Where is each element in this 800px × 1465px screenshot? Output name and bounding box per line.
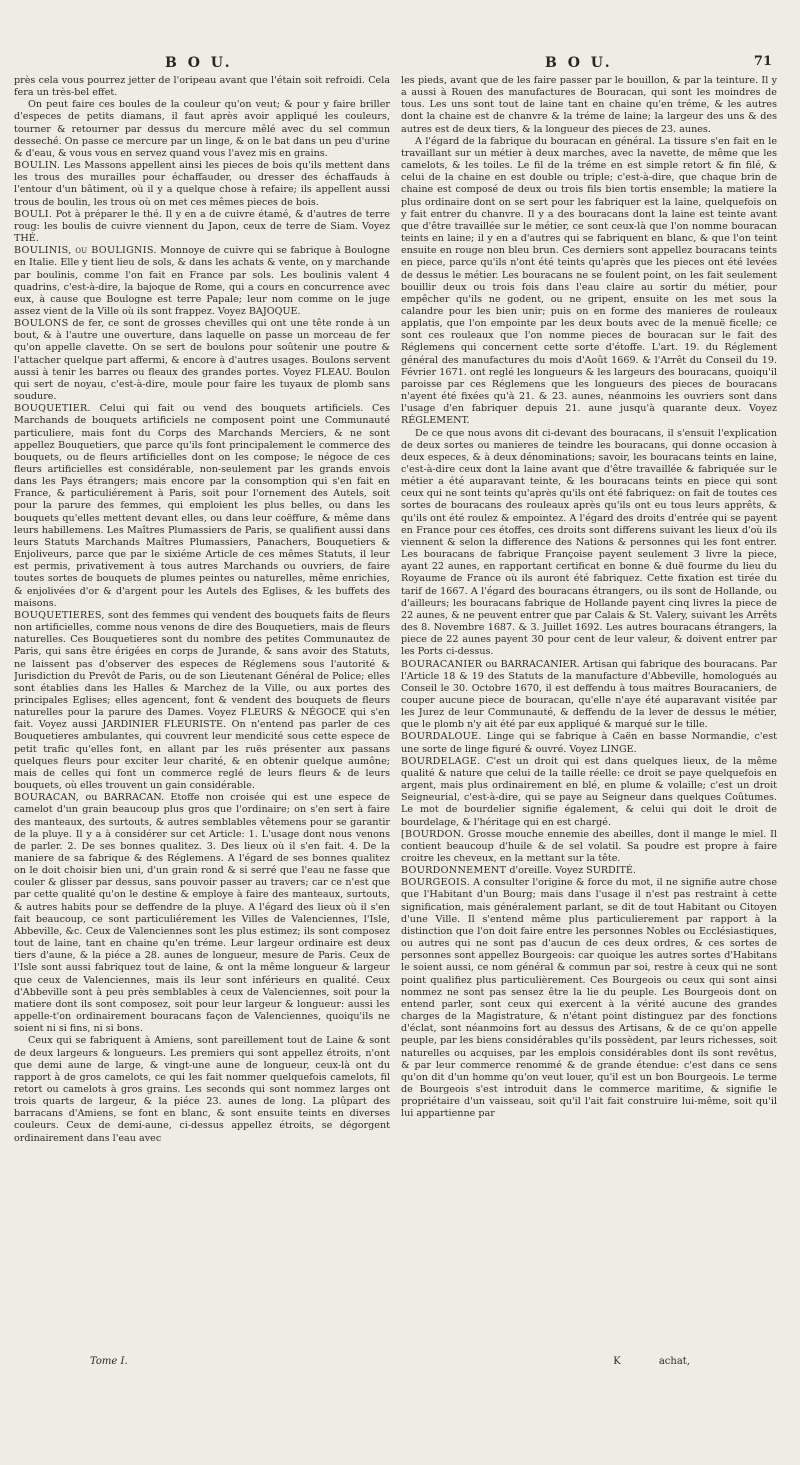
- entry-headword: BOURGEOIS.: [401, 877, 471, 889]
- entry-headword: BOUQUETIER.: [14, 403, 91, 415]
- dictionary-entry: [14, 245, 390, 318]
- volume-label: Tome I.: [90, 1356, 128, 1367]
- entry-headword: BOULI.: [14, 208, 53, 220]
- dictionary-entry: [14, 1035, 390, 1144]
- dictionary-entry: [14, 318, 390, 403]
- entry-text: Ceux qui se fabriquent à Amiens, sont pareillement tout de Laine & sont de deux largeurs & longueurs. Les premiers qui sont appellez étroits, n'ont que demi aune de large, & vingt-une aune de longueur, ceux-là ont du rapport à de gros camelots, ce qui les fait nommer quelquefois camelots, fil retort ou camelots à gros grains. Les seconds qui sont nommez larges ont trois quarts de largeur, & la piéce 23. aunes de long. La plûpart des barracans d'Amiens, se font en blanc, & sont ensuite teints en diverses couleurs. Ceux de demi-aune, ci-dessus appellez étroits, se dégorgent ordinairement dans l'eau avec: [14, 1035, 390, 1144]
- dictionary-entry: [14, 99, 390, 160]
- running-head-right: B O U.: [545, 55, 613, 71]
- entry-text: Les Massons appellent ainsi les pieces de bois qu'ils mettent dans les trous des murailles pour échaffauder, ou dresser des échaffauds à l'entour d'un bâtiment, où il y a quelque chose à refaire; ils appellent aussi trous de boulin, les trous où on met ces mêmes pieces de bois.: [14, 160, 390, 208]
- dictionary-entry: [401, 75, 777, 136]
- entry-text: sont des femmes qui vendent des bouquets faits de fleurs non artificielles, comme nous venons de dire des Bouquetiers, mais de fleurs naturelles. Ces Bouquetieres sont du nombre des petites Communautez de Paris, qui sans être érigées en corps de Jurande, & sans avoir des Statuts, ne laissent pas d'observer des especes de Réglemens sous l'autorité & Jurisdiction du Prevôt de Paris, ou de son Lieutenant Général de Police; elles sont établies dans les Halles & Marchez de la Ville, ou aux portes des principales Eglises; elles agencent, font & vendent des bouquets de fleurs naturelles pour la parure des Dames. Voyez FLEURS & NÉGOCE qui s'en fait. Voyez aussi JARDINIER FLEURISTE. On n'entend pas parler de ces Bouquetieres ambulantes, qui couvrent leur mendicité sous cette espece de petit trafic qu'elles font, en allant par les ruës présenter aux passans quelques fleurs pour exciter leur charité, & en obtenir quelque aumône; mais de celles qui font un commerce reglé de leurs fleurs & de leurs bouquets, où elles trouvent un gain considérable.: [14, 609, 390, 792]
- dictionary-entry: [401, 877, 777, 1120]
- entry-text: les pieds, avant que de les faire passer par le bouillon, & par la teinture. Il y a aussi à Rouen des manufactures de Bouracan, qui sont les moindres de tous. Les uns sont tout de laine tant en chaine qu'en tréme, & les autres dont la chaine est de chanvre & la tréme de laine; la largeur des uns & des autres est de deux tiers, & la longueur des pieces de 23. aunes.: [401, 75, 777, 135]
- footer-signature-catchword: [613, 1356, 690, 1367]
- page-number: 71: [753, 54, 772, 69]
- entry-text: Grosse mouche ennemie des abeilles, dont il mange le miel. Il contient beaucoup d'huile & de sel volatil. Sa poudre est propre à faire croitre les cheveux, en la mettant sur la tête.: [401, 828, 777, 864]
- entry-headword: BOURDONNEMENT: [401, 865, 507, 877]
- entry-headword: BOULIN.: [14, 160, 61, 172]
- entry-text: Linge qui se fabrique à Caën en basse Normandie, c'est une sorte de linge figuré & ouvré. Voyez LINGE.: [401, 731, 777, 755]
- entry-headword: BOURACANIER: [401, 658, 483, 670]
- catchword: achat,: [658, 1356, 690, 1367]
- entry-text: A l'égard de la fabrique du bouracan en général. La tissure s'en fait en le travaillant sur un métier à deux marches, avec la navette, de même que les camelots, & les toiles. Le fil de la tréme en est simple retort & fin filé, & celui de la chaine en est double ou triple; c'est-à-dire, que chaque brin de chaine est composé de deux ou trois fils bien tortis ensemble; la matiere la plus ordinaire dont on se sert pour les fabriquer est la laine, quelquefois on y fait entrer du chanvre. Il y a des bouracans dont la laine est teinte avant que d'être travaillée sur le métier, ce sont ceux-là que l'on nomme bouracan teints en laine; il y en a d'autres qui se fabriquent en blanc, & que l'on teint ensuite en rouge non bleu brun. Ces derniers sont appellez bouracans teints en piece, parce qu'ils n'ont été teints qu'après que les pieces ont été levées de dessus le métier. Les bouracans ne se foulent point, on les fait seulement bouillir deux ou trois fois dans l'eau claire au sortir du métier, pour empêcher qu'ils ne godent, ou ne gripent, ensuite on les met sous la calandre pour les bien unir; puis on en forme des manieres de rouleaux applatis, que l'on empointe par les deux bouts avec de la menuë ficelle; ce sont ces rouleaux que l'on nomme pieces de bouracan sur le fait des Réglemens qui concernent cette sorte d'étoffe. L'art. 19. du Réglement général des manufactures du mois d'Août 1669. & l'Arrêt du Conseil du 19. Février 1671. ont reglé les longueurs & les largeurs des bouracans, quoiqu'il paroisse par ces Réglemens que les longueurs des pieces de bouracans n'ayent été fixées qu'à 21. & 23. aunes, néanmoins les ouvriers sont dans l'usage d'en fabriquer depuis 21. aune jusqu'à quarante deux. Voyez RÉGLEMENT.: [401, 135, 777, 427]
- entry-text: Monnoye de cuivre qui se fabrique à Boulogne en Italie. Elle y tient lieu de sols, & dans les achats & vente, on y marchande par boulinis, comme l'on fait en France par sols. Les boulinis valent 4 quadrins, c'est-à-dire, la bajoque de Rome, qui a cours en concurrence avec eux, à cause que Boulogne est terre Papale; leur nom comme on le juge assez vient de la Ville où ils sont frappez. Voyez BAJOQUE.: [14, 245, 390, 317]
- dictionary-entry: [14, 792, 390, 1035]
- entry-text: Pot à préparer le thé. Il y en a de cuivre étamé, & d'autres de terre roug: les boulis de cuivre viennent du Japon, ceux de terre de Siam. Voyez THÉ.: [14, 208, 390, 245]
- entry-text: De ce que nous avons dit ci-devant des bouracans, il s'ensuit l'explication de deux sortes ou manieres de teindre les bouracans, qui donne occasion à deux especes, & à deux dénominations; savoir, les bouracans teints en laine, c'est-à-dire ceux dont la laine avant que d'être travaillée & fabriquée sur le métier a été auparavant teinte, & les bouracans teints en piece qui sont ceux qui ne sont teints qu'après qu'ils ont été fabriquez: on fait de toutes ces sortes de bouracans des rouleaux après qu'ils ont eu tous leurs apprêts, & qu'ils ont été roulez & empointez. A l'égard des droits d'entrée qui se payent en France pour ces étoffes, ces droits sont differens suivant les lieux d'où ils viennent & selon la difference des Nations & personnes qui les font entrer. Les bouracans de fabrique Françoise payent seulement 3 livre la piece, ayant 22 aunes, en rapportant certificat en bonne & duë fourme du lieu du Royaume de France où ils auront été fabriquez. Cette fixation est tirée du tarif de 1667. A l'égard des bouracans étrangers, ou ils sont de Hollande, ou d'ailleurs; les bouracans fabrique de Hollande payent cinq livres la piece de 22 aunes, & ne peuvent entrer que par Calais & St. Valery, suivant les Arrêts des 8. Novembre 1687. & 3. Juillet 1692. Les autres bouracans étrangers, la piece de 22 aunes payent 30 pour cent de leur valeur, & doivent entrer par les Ports ci-dessus.: [401, 427, 777, 658]
- dictionary-entry: [401, 865, 777, 877]
- entry-headword: BOULINIS, ou BOULIGNIS.: [14, 245, 157, 257]
- entry-headword: BOURDELAGE.: [401, 755, 481, 767]
- entry-text: ou BARRACANIER. Artisan qui fabrique des bouracans. Par l'Article 18 & 19 des Statuts de la manufacture d'Abbeville, homologués au Conseil le 30. Octobre 1670, il est deffendu à tous maitres Bouracaniers, de couper aucune piece de bouracan, qu'elle n'aye été auparavant visitée par les Jurez de leur Communauté, & deffendu de la lever de dessus le métier, que le plomb n'y ait été par eux appliqué & marqué sur le tille.: [401, 658, 777, 731]
- dictionary-entry: [14, 160, 390, 209]
- entry-text: A consulter l'origine & force du mot, il ne signifie autre chose que l'Habitant d'un Bourg; mais dans l'usage il n'est pas restraint à cette signification, mais généralement parlant, se dit de tout Habitant ou Citoyen d'une Ville. Il s'entend même plus particulierement par rapport à la distinction que l'on doit faire entre les personnes Nobles ou Ecclésiastiques, ou autres qui ne sont pas d'aucun de ces deux ordres, & ces sortes de personnes sont appellez Bourgeois: car quoique les autres sortes d'Habitans le soient aussi, ce nom général & commun par soi, restre à ceux qui ne sont point qualifiez plus particulièrement. Ces Bourgeois ou ceux qui sont ainsi nommez ne sont pas sensez être la lie du peuple. Les Bourgeois dont on entend parler, sont ceux qui exercent à la vérité aucune des grandes charges de la Magistrature, & n'étant point distinguez par des fonctions d'éclat, sont néanmoins fort au dessus des Artisans, & de ce qu'on appelle peuple, par les biens considérables qu'ils possèdent, par leurs richesses, soit naturelles ou acquises, par les emplois considérables dont ils sont revêtus, & par leur commerce renommé & de grande étendue: c'est dans ce sens qu'on dit d'un homme qu'on veut louer, qu'il est un bon Bourgeois. Le terme de Bourgeois s'est introduit dans le commerce maritime, & signifie le propriétaire d'un vaisseau, soit qu'il l'ait fait construire lui-même, soit qu'il lui appartienne par: [401, 877, 777, 1120]
- dictionary-entry: [401, 756, 777, 829]
- entry-headword: BOURACAN,: [14, 792, 80, 804]
- signature-mark: K: [613, 1356, 621, 1367]
- entry-headword: BOULONS: [14, 318, 69, 330]
- entry-text: d'oreille. Voyez SURDITÉ.: [509, 865, 636, 877]
- entry-text: de fer, ce sont de grosses chevilles qui ont une tête ronde à un bout, & à l'autre une ouverture, dans laquelle on passe un morceau de fer qu'on appelle clavette. On se sert de boulons pour soûtenir une poutre & l'attacher quelque part affermi, & encore à d'autres usages. Boulons servent aussi à tenir les barres ou fleaux des grandes portes. Voyez FLEAU. Boulon qui sert de noyau, c'est-à-dire, moule pour faire les tuyaux de plomb sans soudure.: [14, 318, 390, 403]
- entry-text: On peut faire ces boules de la couleur qu'on veut; & pour y faire briller d'especes de petits diamans, il faut après avoir appliqué les couleurs, tourner & retourner par dessus du mercure mêlé avec du sel commun desseché. On passe ce mercure par un linge, & on le bat dans un peu d'urine & d'eau, & vous vous en servez quand vous l'avez mis en grains.: [14, 99, 390, 159]
- left-column: [14, 75, 390, 1360]
- entry-text: C'est un droit qui est dans quelques lieux, de la même qualité & nature que celui de la taille réelle: ce droit se paye quelquefois en argent, mais plus ordinairement en blé, en plume & volaille; c'est un droit Seigneurial, c'est-à-dire, qui se paye au Seigneur dans quelques Coûtumes. Le mot de bourdelier signifie également, & celui qui doit le droit de bourdelage, & l'héritage qui en est chargé.: [401, 755, 777, 828]
- dictionary-entry: [401, 136, 777, 428]
- entry-headword: [BOURDON.: [401, 828, 465, 840]
- entry-text: Celui qui fait ou vend des bouquets artificiels. Ces Marchands de bouquets artificiels ne composent point une Communauté particuliere, mais font du Corps des Marchands Merciers, & ne sont appellez Bouquetiers, que parce qu'ils font principalement le commerce des bouquets, ou de fleurs artificielles dont on les compose; le négoce de ces fleurs artificielles est considérable, non-seulement par les grands envois dans les Pays étrangers; mais encore par la consomption qui s'en fait en France, & particuliérement à Paris, soit pour l'ornement des Autels, soit pour la parure des femmes, qui emploient les plus belles, ou dans les bouquets qu'elles mettent devant elles, ou dans leur coëffure, & même dans leurs habillemens. Les Maîtres Plumassiers de Paris, se qualifient aussi dans leurs Statuts Marchands Maîtres Plumassiers, Panachers, Bouquetiers & Enjoliveurs, parce que par le sixiéme Article de ces mêmes Statuts, il leur est permis, privativement à tous autres Marchands ou ouvriers, de faire toutes sortes de bouquets de plumes peintes ou naturelles, même enrichies, & enjolivées d'or & d'argent pour les Autels des Eglises, & les buffets des maisons.: [14, 403, 390, 609]
- dictionary-entry: [401, 659, 777, 732]
- entry-headword: BOURDALOUE.: [401, 731, 482, 743]
- entry-headword: BOUQUETIERES,: [14, 609, 105, 621]
- dictionary-entry: [14, 610, 390, 792]
- running-head-left: B O U.: [165, 55, 233, 71]
- dictionary-entry: [14, 75, 390, 99]
- dictionary-entry: [14, 209, 390, 245]
- entry-text: près cela vous pourrez jetter de l'oripeau avant que l'étain soit refroidi. Cela fera un très-bel effet.: [14, 75, 390, 99]
- right-column: [401, 75, 777, 1360]
- dictionary-entry: [401, 731, 777, 755]
- dictionary-entry: [401, 428, 777, 659]
- dictionary-entry: [401, 829, 777, 865]
- entry-text: ou BARRACAN. Etoffe non croisée qui est une espece de camelot d'un grain beaucoup plus gros que l'ordinaire; on s'en sert à faire des manteaux, des surtouts, & autres semblables vêtemens pour se garantir de la pluye. Il y a à considérer sur cet Article: 1. L'usage dont nous venons de parler. 2. De ses bonnes qualitez. 3. Des lieux où il s'en fait. 4. De la maniere de sa fabrique & des Réglemens. A l'égard de ses bonnes qualitez on le doit choisir bien uni, d'un grain rond & si serré que l'eau ne fasse que couler & glisser par dessus, sans pouvoir passer au travers; car ce n'est que par cette qualité qu'on le destine & employe à faire des manteaux, surtouts, & autres habits pour se deffendre de la pluye. A l'égard des lieux où il s'en fait beaucoup, ce sont particuliérement les Villes de Valenciennes, l'Isle, Abbeville, &c. Ceux de Valenciennes sont les plus estimez; ils sont composez tout de laine, tant en chaine qu'en tréme. Leur largeur ordinaire est deux tiers d'aune, & la piéce a 28. aunes de longueur, mesure de Paris. Ceux de l'Isle sont aussi fabriquez tout de laine, & ont la même longueur & largeur que ceux de Valenciennes, mais ils leur sont inférieurs en qualité. Ceux d'Abbeville sont à peu près semblables à ceux de Valenciennes, soit pour la matiere dont ils sont composez, soit pour leur largeur & longueur: aussi les appelle-t'on ordinairement bouracans façon de Valenciennes, quoiqu'ils ne soient ni si fins, ni si bons.: [14, 792, 390, 1035]
- dictionary-entry: [14, 403, 390, 610]
